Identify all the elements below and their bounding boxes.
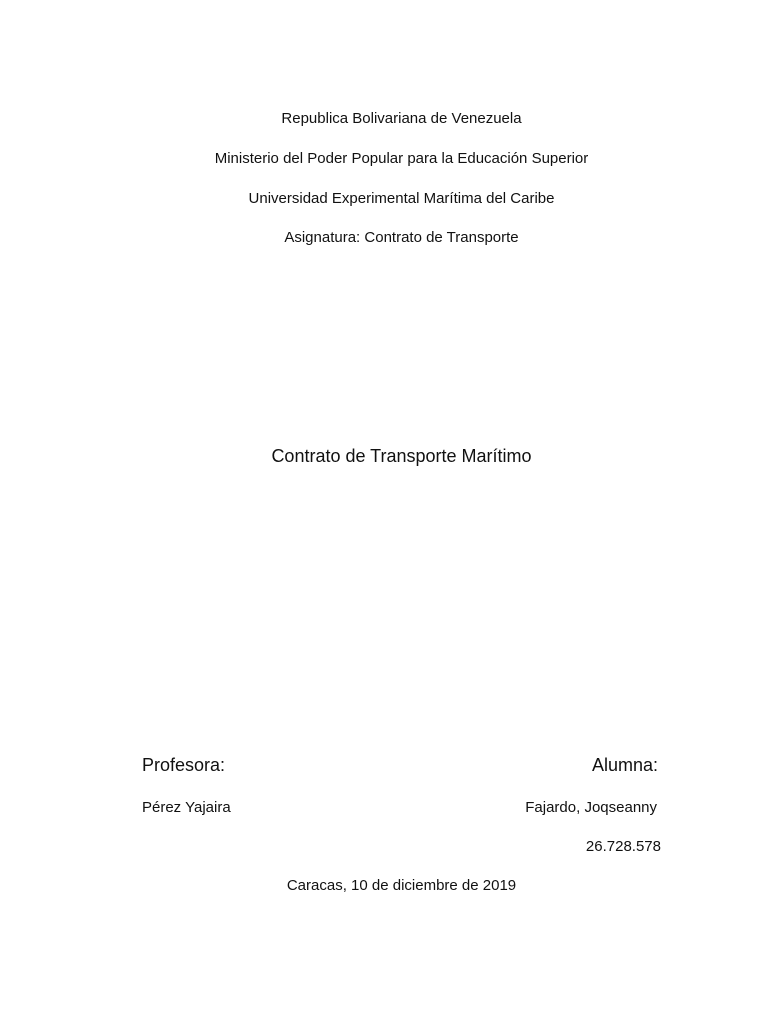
- university-heading: Universidad Experimental Marítima del Caribe: [248, 190, 555, 207]
- ministry-heading: Ministerio del Poder Popular para la Educación Superior: [214, 150, 589, 167]
- student-name: Fajardo, Joqseanny: [525, 799, 657, 816]
- student-label: Alumna:: [591, 755, 658, 775]
- student-id-number: 26.728.578: [585, 838, 661, 855]
- republic-heading: Republica Bolivariana de Venezuela: [281, 110, 522, 127]
- professor-label: Profesora:: [142, 755, 226, 775]
- professor-name: Pérez Yajaira: [142, 799, 231, 816]
- subject-heading: Asignatura: Contrato de Transporte: [284, 229, 519, 246]
- place-date: Caracas, 10 de diciembre de 2019: [286, 877, 517, 894]
- document-title: Contrato de Transporte Marítimo: [271, 446, 532, 466]
